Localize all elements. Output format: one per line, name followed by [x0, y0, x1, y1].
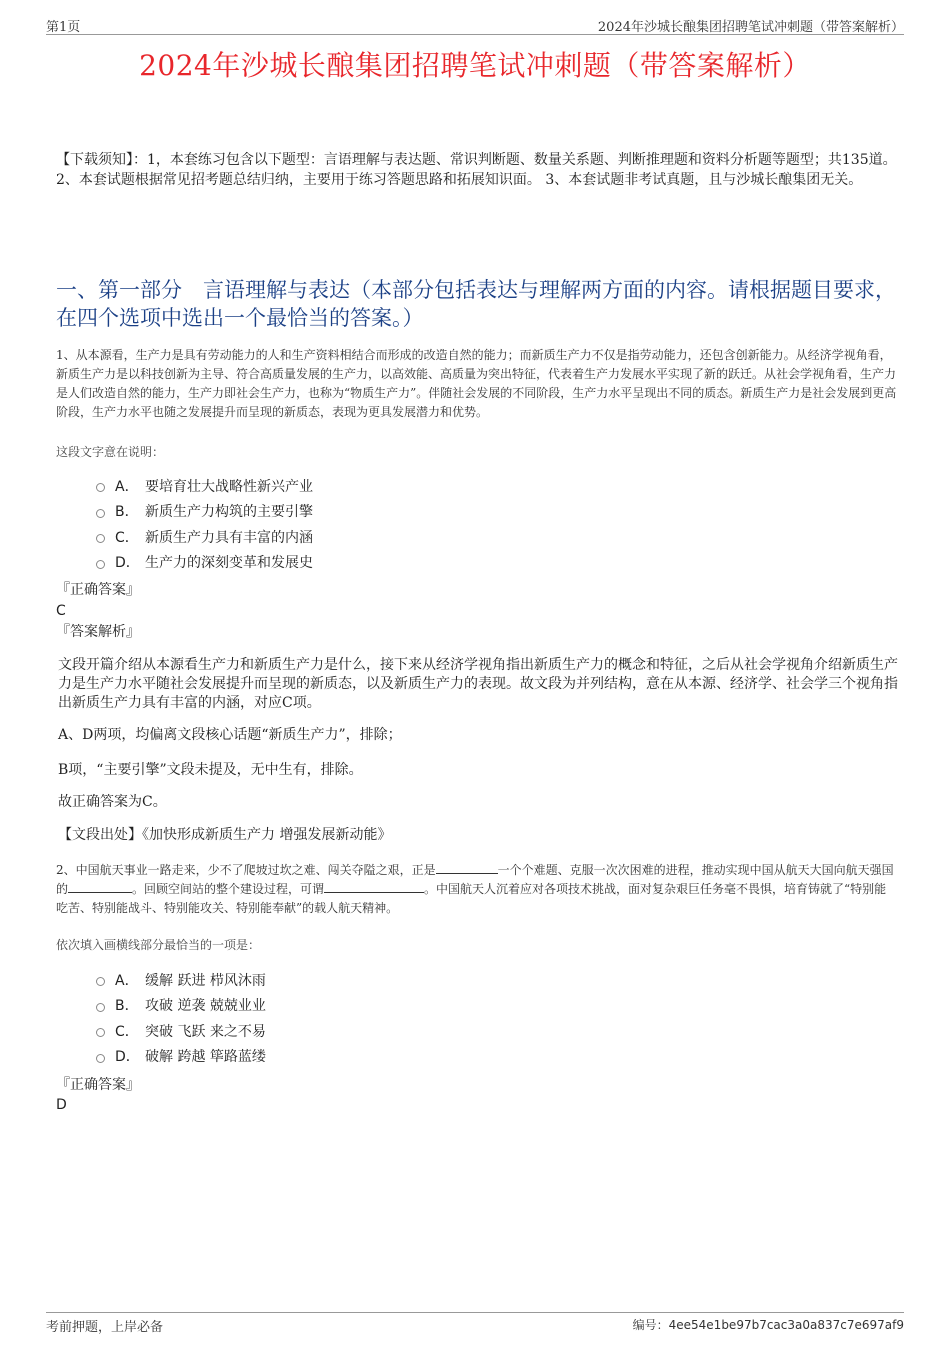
question-2-prompt: 依次填入画横线部分最恰当的一项是：: [56, 938, 261, 952]
page-number: 第1页: [46, 20, 81, 35]
document-id: 编号：4ee54e1be97b7cac3a0a837c7e697af9: [632, 1318, 904, 1332]
section-title: 一、第一部分 言语理解与表达（本部分包括表达与理解两方面的内容。请根据题目要求，在四个选项中选出一个最恰当的答案。）: [56, 278, 896, 330]
radio-icon[interactable]: [96, 977, 105, 986]
page-footer: [46, 1312, 904, 1335]
source-citation: 【文段出处】《加快形成新质生产力 增强发展新动能》: [58, 827, 392, 843]
radio-icon[interactable]: [96, 1054, 105, 1063]
footer-slogan: 考前押题，上岸必备: [46, 1320, 164, 1335]
fill-blank-3[interactable]: [324, 880, 424, 893]
analysis-conclusion: 故正确答案为C。: [58, 794, 167, 810]
document-title: 2024年沙城长酿集团招聘笔试冲刺题（带答案解析）: [139, 49, 811, 82]
answer-value: C: [56, 603, 66, 619]
question-1-options: [96, 473, 696, 575]
analysis-note-1: A、D两项，均偏离文段核心话题“新质生产力”，排除；: [58, 727, 402, 743]
radio-icon[interactable]: [96, 560, 105, 569]
analysis-label: 『答案解析』: [56, 624, 140, 640]
question-1-text: 1、从本源看，生产力是具有劳动能力的人和生产资料相结合而形成的改造自然的能力；而新质生产力不仅是指劳动能力，还包含创新能力。从经济学视角看，新质生产力是以科技创新为主导、符合高质量发展的生产力，以高效能、高质量为突出特征，代表着生产力发展水平实现了新的跃迁。从社会学视角看，生产力是人们改造自然的能力，生产力即社会生产力，也称为“物质生产力”。伴随社会发展的不同阶段，生产力水平呈现出不同的质态。新质生产力是社会发展到更高阶段，生产力水平也随之发展提升而呈现的新质态，表现为更具发展潜力和优势。: [56, 348, 897, 419]
download-notice: 【下载须知】：1，本套练习包含以下题型：言语理解与表达题、常识判断题、数量关系题、判断推理题和资料分析题等题型；共135道。 2、本套试题根据常见招考题总结归纳，主要用于练习答题思路和拓展知识面。 3、本套试题非考试真题，且与沙城长酿集团无关。: [56, 152, 897, 188]
option-c[interactable]: C． 突破 飞跃 来之不易: [96, 1018, 696, 1044]
option-b[interactable]: B． 攻破 逆袭 兢兢业业: [96, 993, 696, 1019]
fill-blank-1[interactable]: [436, 861, 498, 874]
analysis-text: 文段开篇介绍从本源看生产力和新质生产力是什么，接下来从经济学视角指出新质生产力的概念和特征，之后从社会学视角介绍新质生产力是生产力水平随社会发展提升而呈现的新质态，以及新质生产力的表现。故文段为并列结构，意在从本源、经济学、社会学三个视角指出新质生产力具有丰富的内涵，对应C项。: [58, 657, 898, 711]
option-c[interactable]: C． 新质生产力具有丰富的内涵: [96, 524, 696, 550]
option-a[interactable]: A． 缓解 跃进 栉风沐雨: [96, 967, 696, 993]
radio-icon[interactable]: [96, 1028, 105, 1037]
question-2-options: [96, 967, 696, 1069]
option-d[interactable]: D． 生产力的深刻变革和发展史: [96, 550, 696, 576]
header-doc-title: 2024年沙城长酿集团招聘笔试冲刺题（带答案解析）: [597, 20, 904, 35]
fill-blank-2[interactable]: [68, 880, 132, 893]
question-2-text: 2、中国航天事业一路走来，少不了爬坡过坎之难、闯关夺隘之艰，正是 一个个难题、克服一次次困难的进程，推动实现中国从航天大国向航天强国的 。回顾空间站的整个建设过程，可谓 。中国航天人沉着应对各项技术挑战，面对复杂艰巨任务毫不畏惧，培育铸就了“特别能吃苦、特别能战斗、特别能攻关、特别能奉献”的载人航天精神。: [56, 863, 894, 915]
option-a[interactable]: A． 要培育壮大战略性新兴产业: [96, 473, 696, 499]
radio-icon[interactable]: [96, 534, 105, 543]
radio-icon[interactable]: [96, 483, 105, 492]
option-b[interactable]: B． 新质生产力构筑的主要引擎: [96, 499, 696, 525]
question-1-prompt: 这段文字意在说明：: [56, 445, 165, 459]
radio-icon[interactable]: [96, 509, 105, 518]
page-header: [46, 14, 904, 35]
answer-label: 『正确答案』: [56, 1077, 140, 1093]
radio-icon[interactable]: [96, 1003, 105, 1012]
answer-label: 『正确答案』: [56, 582, 140, 598]
option-d[interactable]: D． 破解 跨越 筚路蓝缕: [96, 1044, 696, 1070]
answer-value: D: [56, 1097, 67, 1113]
analysis-note-2: B项，“主要引擎”文段未提及，无中生有，排除。: [58, 762, 363, 778]
